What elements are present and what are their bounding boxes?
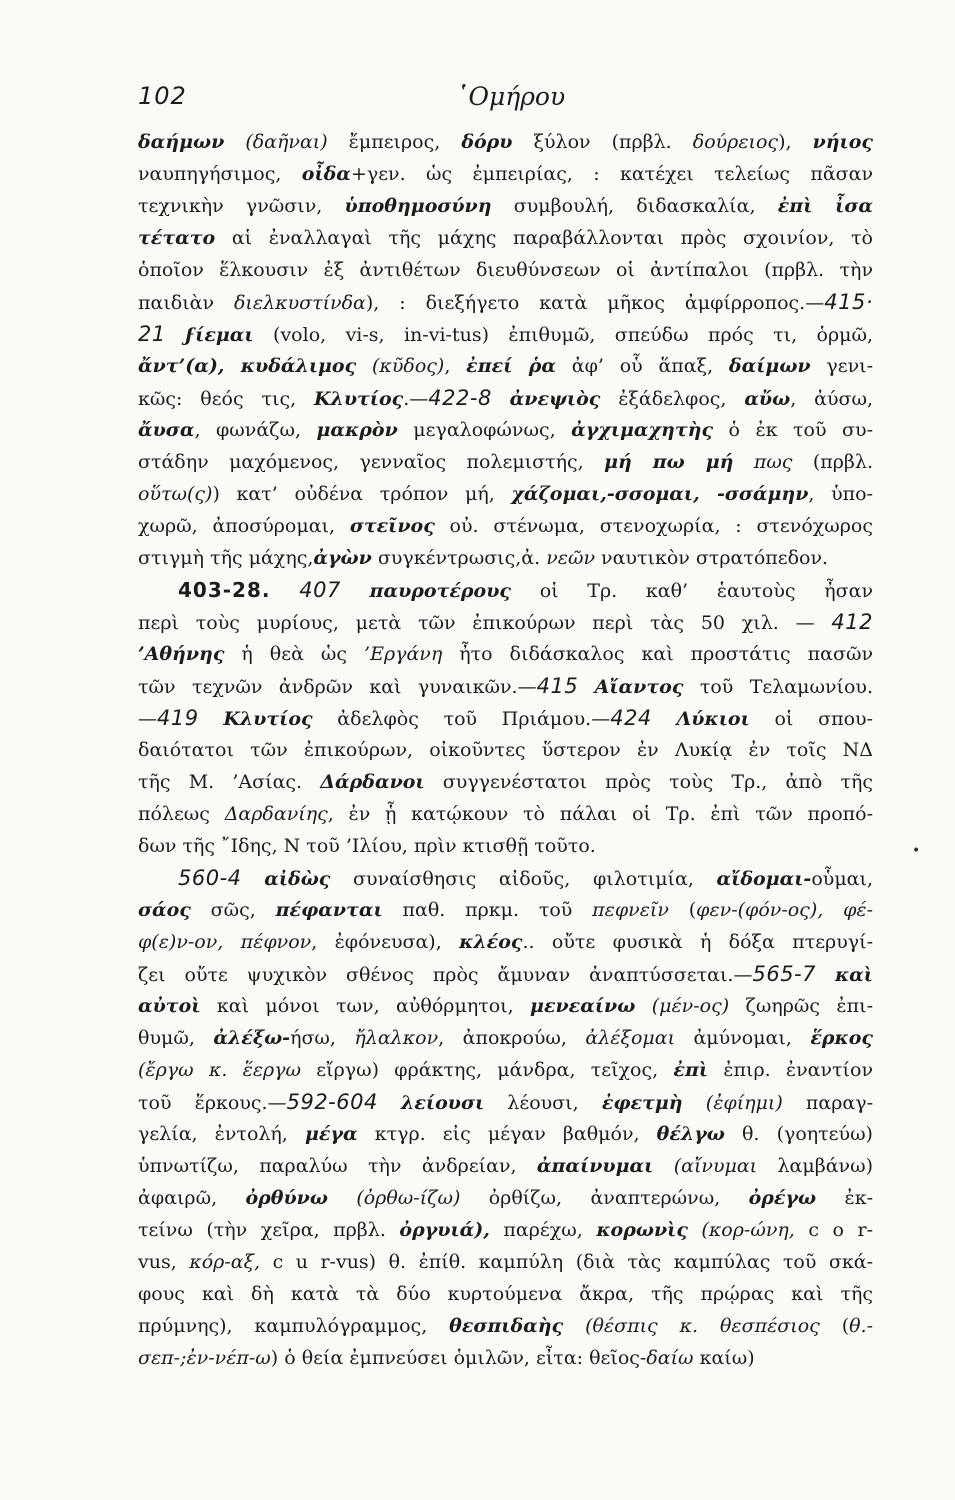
text-segment: ήσω, <box>290 1027 355 1049</box>
text-segment: ἐξάδελφος, <box>600 388 745 410</box>
italic-text: ἤλαλκον <box>354 1027 439 1049</box>
text-segment: ἦτο διδάσκαλος καὶ προστάτις πασῶν <box>442 643 873 665</box>
text-line <box>138 926 873 958</box>
line-reference: 422-8 <box>428 386 492 410</box>
text-segment <box>378 1092 401 1114</box>
lemma: πέφανται <box>275 899 383 921</box>
text-segment: c u r-vus) θ. ἐπίθ. καμπύλη (διὰ τὰς καμπύλας τοῦ σκά- <box>260 1251 873 1273</box>
text-line <box>138 254 873 286</box>
text-segment: γελία, ἐντολή, <box>138 1123 305 1145</box>
text-line <box>138 638 873 670</box>
lemma: οἶδα <box>301 163 351 185</box>
text-line <box>138 1118 873 1150</box>
text-segment: , ἐφόνευσα), <box>311 931 460 953</box>
text-line <box>138 1310 873 1342</box>
text-segment <box>242 868 265 890</box>
italic-text: δαίω <box>646 1347 694 1369</box>
line-reference: 419 <box>157 706 199 730</box>
text-segment <box>578 676 594 698</box>
text-segment <box>341 580 370 602</box>
text-segment: συγκέντρωσις,ἀ. <box>371 547 547 569</box>
text-segment: ( <box>668 899 697 921</box>
lemma: μενεαίνω <box>530 995 636 1017</box>
text-segment: ἀμύνομαι, <box>675 1027 811 1049</box>
text-segment: αἱ ἐναλλαγαὶ τῆς μάχης παραβάλλονται πρὸς σχοινίον, τὸ <box>215 227 873 249</box>
lemma: αἴδομαι- <box>716 868 812 890</box>
margin-mark: • <box>912 843 921 859</box>
text-segment: ) ὁ θεία ἐμπνεύσει ὁμιλῶν, εἶτα: θεῖος- <box>270 1347 647 1369</box>
text-segment: ἡ θεὰ ὡς <box>224 643 365 665</box>
lemma: αἰδὼς <box>264 868 331 890</box>
lemma: ἄντ’(α), κυδάλιμος <box>138 355 357 377</box>
text-segment <box>166 324 185 346</box>
line-reference: 424 <box>610 706 652 730</box>
text-segment: ) κατ’ οὐδένα τρόπον μή, <box>212 483 512 505</box>
italic-text: (ἔργω κ. ἕεργω <box>138 1059 302 1081</box>
text-segment: δων τῆς ῎Ιδης, Ν τοῦ ’Ιλίου, πρὶν κτισθῇ τοῦτο. <box>138 835 596 857</box>
italic-text: (αἴνυμαι <box>653 1155 758 1177</box>
lemma: ἄυσα <box>138 419 195 441</box>
text-segment: πρύμνης), καμπυλόγραμμος, <box>138 1315 450 1337</box>
line-reference: 21 <box>138 322 166 346</box>
text-segment: τῆς Μ. ’Ασίας. <box>138 771 321 793</box>
text-segment: .. οὔτε φυσικὰ ἡ δόξα πτερυγί- <box>522 931 873 953</box>
italic-text: οὕτω(ς) <box>138 483 213 505</box>
text-segment: θυμῶ, <box>138 1027 214 1049</box>
text-segment: οἱ σπου- <box>749 708 873 730</box>
text-segment: σῶς, <box>190 899 276 921</box>
text-line <box>138 318 873 350</box>
text-segment: ), : διεξήγετο κατὰ μῆκος ἀμφίρροπος.— <box>365 292 825 314</box>
text-segment: θ. (γοητεύω) <box>724 1123 873 1145</box>
italic-text: νεῶν <box>546 547 596 569</box>
text-segment: (πρβλ. <box>792 451 873 473</box>
text-segment: , ὑπο- <box>808 483 873 505</box>
text-line <box>138 1342 873 1374</box>
text-segment: παθ. πρκμ. τοῦ <box>382 899 593 921</box>
text-line <box>138 1246 873 1278</box>
italic-text: (θέσπις κ. θεσπέσιος <box>563 1315 820 1337</box>
line-reference: 592-604 <box>286 1090 378 1114</box>
text-segment: χωρῶ, ἀποσύρομαι, <box>138 515 350 537</box>
text-line <box>138 670 873 702</box>
lemma: ἐπεί ῥα <box>466 355 556 377</box>
italic-text: (μέν-ος) <box>635 995 730 1017</box>
text-line <box>138 990 873 1022</box>
text-segment: καίω) <box>693 1347 755 1369</box>
text-segment: τεχνικὴν γνῶσιν, <box>138 195 345 217</box>
italic-text: πεφνεῖν <box>592 899 669 921</box>
text-segment: c o r- <box>794 1219 873 1241</box>
text-line <box>138 1278 873 1310</box>
text-line <box>138 734 873 766</box>
text-line <box>138 446 873 478</box>
text-segment: τοῦ Τελαμωνίου. <box>683 676 873 698</box>
lemma: Κλυτίος <box>313 388 404 410</box>
italic-text: (κῦδος) <box>356 355 445 377</box>
text-segment: ναυτικὸν στρατόπεδον. <box>595 547 829 569</box>
text-segment: ὁ ἐκ τοῦ συ- <box>713 419 873 441</box>
text-segment: ( <box>819 1315 850 1337</box>
text-segment: παιδιὰν <box>138 292 234 314</box>
text-segment: ἀδελφὸς τοῦ Πριάμου.— <box>312 708 611 730</box>
lemma: δόρυ <box>461 131 513 153</box>
lemma: ἀγχιμαχητὴς <box>571 419 714 441</box>
text-line <box>138 382 873 414</box>
text-segment: ὀρθίζω, ἀναπτερώνω, <box>460 1187 749 1209</box>
lemma: ἀνεψιὸς <box>509 388 601 410</box>
lemma: αὐτοὶ <box>138 995 201 1017</box>
lemma: ἐπὶ ἶσα <box>777 195 873 217</box>
text-segment: +γεν. ὡς ἐμπειρίας, : κατέχει τελείως πᾶσαν <box>350 163 873 185</box>
text-segment: ἐπιρ. ἐναντίον <box>708 1059 873 1081</box>
text-segment: περὶ τοὺς μυρίους, μετὰ τῶν ἐπικούρων περὶ τὰς 50 χιλ. — <box>138 612 832 634</box>
italic-text: κόρ-αξ, <box>189 1251 261 1273</box>
lemma: μακρὸν <box>316 419 398 441</box>
text-line <box>138 510 873 542</box>
text-segment: ἔμπειρος, <box>348 131 462 153</box>
text-segment: οὐ. στένωμα, στενοχωρία, : στενόχωρος <box>434 515 873 537</box>
text-segment: τοῦ ἕρκους.— <box>138 1092 287 1114</box>
text-segment: στάδην μαχόμενος, γενναῖος πολεμιστής, <box>138 451 605 473</box>
text-segment: λέουσι, <box>484 1092 602 1114</box>
lemma: μή πω μή <box>604 451 734 473</box>
text-line <box>138 798 873 830</box>
text-line <box>138 1150 873 1182</box>
text-segment: ὑπνωτίζω, παραλύω τὴν ἀνδρείαν, <box>138 1155 537 1177</box>
lemma: ἀγὼν <box>313 547 372 569</box>
italic-text: Δαρδανίης <box>224 803 328 825</box>
text-segment: μεγαλοφώνως, <box>397 419 572 441</box>
text-line <box>138 1022 873 1054</box>
lemma: ὑποθημοσύνη <box>344 195 492 217</box>
lemma: αὔω <box>744 388 791 410</box>
lemma: τέτατο <box>138 227 216 249</box>
text-segment: παραγ- <box>782 1092 873 1114</box>
text-segment: οὗμαι, <box>811 868 873 890</box>
text-line <box>138 1054 873 1086</box>
text-segment: ), <box>778 131 813 153</box>
text-segment: ὁποῖον ἕλκουσιν ἐξ ἀντιθέτων διευθύνσεων οἱ ἀντίπαλοι (πρβλ. τὴν <box>138 259 873 281</box>
text-segment: ἀφαιρῶ, <box>138 1187 246 1209</box>
text-segment: ἐκ- <box>816 1187 873 1209</box>
italic-text: (δαῆναι) <box>224 131 349 153</box>
lemma: λείουσι <box>401 1092 485 1114</box>
lemma: θέλγω <box>656 1123 725 1145</box>
lemma: χάζομαι,-σσομαι, -σσάμην <box>511 483 809 505</box>
italic-text: (ὀρθω-ίζω) <box>327 1187 461 1209</box>
lemma: Λύκιοι <box>676 708 750 730</box>
lemma: ἐφετμὴ <box>601 1092 683 1114</box>
text-segment: — <box>138 708 157 730</box>
lemma: ϝίεμαι <box>185 324 254 346</box>
italic-text: ἀλέξομαι <box>585 1027 676 1049</box>
text-line <box>138 1214 873 1246</box>
text-segment: συγγενέστατοι πρὸς τοὺς Τρ., ἀπὸ τῆς <box>424 771 873 793</box>
text-line <box>138 350 873 382</box>
text-segment: , ἀποκρούω, <box>438 1027 586 1049</box>
text-segment: , φωνάζω, <box>194 419 317 441</box>
line-reference: 560-4 <box>178 866 242 890</box>
lemma: ἕρκος <box>810 1027 873 1049</box>
italic-text: φεν-(φόν-ος), φέ- <box>696 899 873 921</box>
lemma: Αἴαντος <box>594 676 684 698</box>
text-line <box>138 126 873 158</box>
lemma: παυροτέρους <box>369 580 511 602</box>
text-line <box>138 574 873 606</box>
lemma: κορωνὶς <box>596 1219 688 1241</box>
text-line <box>138 414 873 446</box>
line-reference: 565-7 <box>752 962 816 986</box>
lemma: ὀρέγω <box>748 1187 817 1209</box>
text-line <box>138 1182 873 1214</box>
commentary-text <box>138 126 873 1374</box>
lemma: μέγα <box>304 1123 358 1145</box>
line-reference: 415· <box>824 290 873 314</box>
text-line <box>138 190 873 222</box>
text-line <box>138 958 873 990</box>
text-segment: τῶν τεχνῶν ἀνδρῶν καὶ γυναικῶν.— <box>138 676 537 698</box>
lemma: δαήμων <box>138 131 225 153</box>
text-segment: γενι- <box>810 355 873 377</box>
text-segment: παρέχω, <box>489 1219 597 1241</box>
text-segment: συναίσθησις αἰδοῦς, φιλοτιμία, <box>330 868 717 890</box>
lemma: στεῖνος <box>349 515 435 537</box>
line-reference: 403-28. <box>178 578 271 602</box>
text-line <box>138 478 873 510</box>
text-segment <box>816 964 835 986</box>
text-line <box>138 766 873 798</box>
page-header <box>138 82 873 118</box>
line-reference: 407 <box>299 578 341 602</box>
text-segment <box>492 388 510 410</box>
text-segment: ἀφ’ οὗ ἅπαξ, <box>555 355 729 377</box>
lemma: καὶ <box>834 964 873 986</box>
lemma: ὀργυιά), <box>399 1219 490 1241</box>
text-segment: κῶς: θεός τις, <box>138 388 314 410</box>
text-segment: πόλεως <box>138 803 225 825</box>
text-line <box>138 862 873 894</box>
lemma: νήιος <box>812 131 873 153</box>
text-line <box>138 542 873 574</box>
text-segment: λαμβάνω) <box>757 1155 873 1177</box>
text-segment <box>270 580 299 602</box>
lemma: ὀρθύνω <box>245 1187 328 1209</box>
italic-text: ’Εργάνη <box>364 643 443 665</box>
text-line <box>138 286 873 318</box>
italic-text: (κορ-ώνη, <box>687 1219 795 1241</box>
italic-text: πως <box>733 451 793 473</box>
text-line <box>138 606 873 638</box>
text-segment: οἱ Τρ. καθ’ ἑαυτοὺς ἦσαν <box>510 580 873 602</box>
lemma: ἀλέξω- <box>213 1027 291 1049</box>
text-segment: τείνω (τὴν χεῖρα, πρβλ. <box>138 1219 400 1241</box>
lemma: ἐπὶ <box>673 1059 709 1081</box>
italic-text: σεπ-;ἐν-νέπ-ω <box>138 1347 271 1369</box>
text-segment: , <box>444 355 467 377</box>
text-segment: ζωηρῶς ἐπι- <box>729 995 873 1017</box>
lemma: Κλυτίος <box>223 708 313 730</box>
lemma: κλέος <box>459 931 523 953</box>
text-segment: στιγμὴ τῆς μάχης, <box>138 547 314 569</box>
italic-text: διελκυστίνδα <box>233 292 366 314</box>
lemma: δαίμων <box>728 355 811 377</box>
text-segment: vus, <box>138 1251 190 1273</box>
lemma: Δάρδανοι <box>320 771 425 793</box>
lemma: θεσπιδαὴς <box>449 1315 564 1337</box>
text-segment: , ἐν ᾗ κατῴκουν τὸ πάλαι οἱ Τρ. ἐπὶ τῶν προπό- <box>327 803 873 825</box>
text-segment: .— <box>403 388 429 410</box>
text-line <box>138 158 873 190</box>
text-segment: καὶ μόνοι των, αὐθόρμητοι, <box>200 995 531 1017</box>
lemma: σάος <box>138 899 191 921</box>
text-segment <box>652 708 677 730</box>
text-segment: ναυπηγήσιμος, <box>138 163 302 185</box>
italic-text: φ(ε)ν-ον, πέφνον <box>138 931 312 953</box>
text-segment: εἴργω) φράκτης, μάνδρα, τεῖχος, <box>301 1059 674 1081</box>
text-segment: συμβουλή, διδασκαλία, <box>491 195 778 217</box>
text-line <box>138 894 873 926</box>
italic-text: δούρειος <box>692 131 779 153</box>
text-segment <box>199 708 224 730</box>
lemma: ’Αθήνης <box>138 643 225 665</box>
running-title: ῾Ομήρου <box>456 82 566 111</box>
text-line <box>138 702 873 734</box>
italic-text: (ἐφίημι) <box>682 1092 783 1114</box>
line-reference: 415 <box>536 674 579 698</box>
text-segment: ζει οὔτε ψυχικὸν σθένος πρὸς ἄμυναν ἀναπτύσσεται.— <box>138 964 753 986</box>
text-segment: δαιότατοι τῶν ἐπικούρων, οἰκοῦντες ὕστερον ἐν Λυκίᾳ ἐν τοῖς ΝΔ <box>138 739 873 761</box>
lemma: ἀπαίνυμαι <box>536 1155 654 1177</box>
text-segment: , ἀύσω, <box>790 388 873 410</box>
line-reference: 412 <box>831 610 873 634</box>
text-line <box>138 222 873 254</box>
text-line <box>138 1086 873 1118</box>
text-segment: κτγρ. εἰς μέγαν βαθμόν, <box>357 1123 657 1145</box>
text-segment: (volo, vi-s, in-vi-tus) ἐπιθυμῶ, σπεύδω πρός τι, ὁρμῶ, <box>253 324 873 346</box>
page-number: 102 <box>138 82 187 110</box>
italic-text: θ.- <box>849 1315 873 1337</box>
text-segment: φους καὶ δὴ κατὰ τὰ δύο κυρτούμενα ἄκρα, τῆς πρῴρας καὶ τῆς <box>138 1283 873 1305</box>
text-segment: ξύλον (πρβλ. <box>512 131 693 153</box>
text-line <box>138 830 873 862</box>
